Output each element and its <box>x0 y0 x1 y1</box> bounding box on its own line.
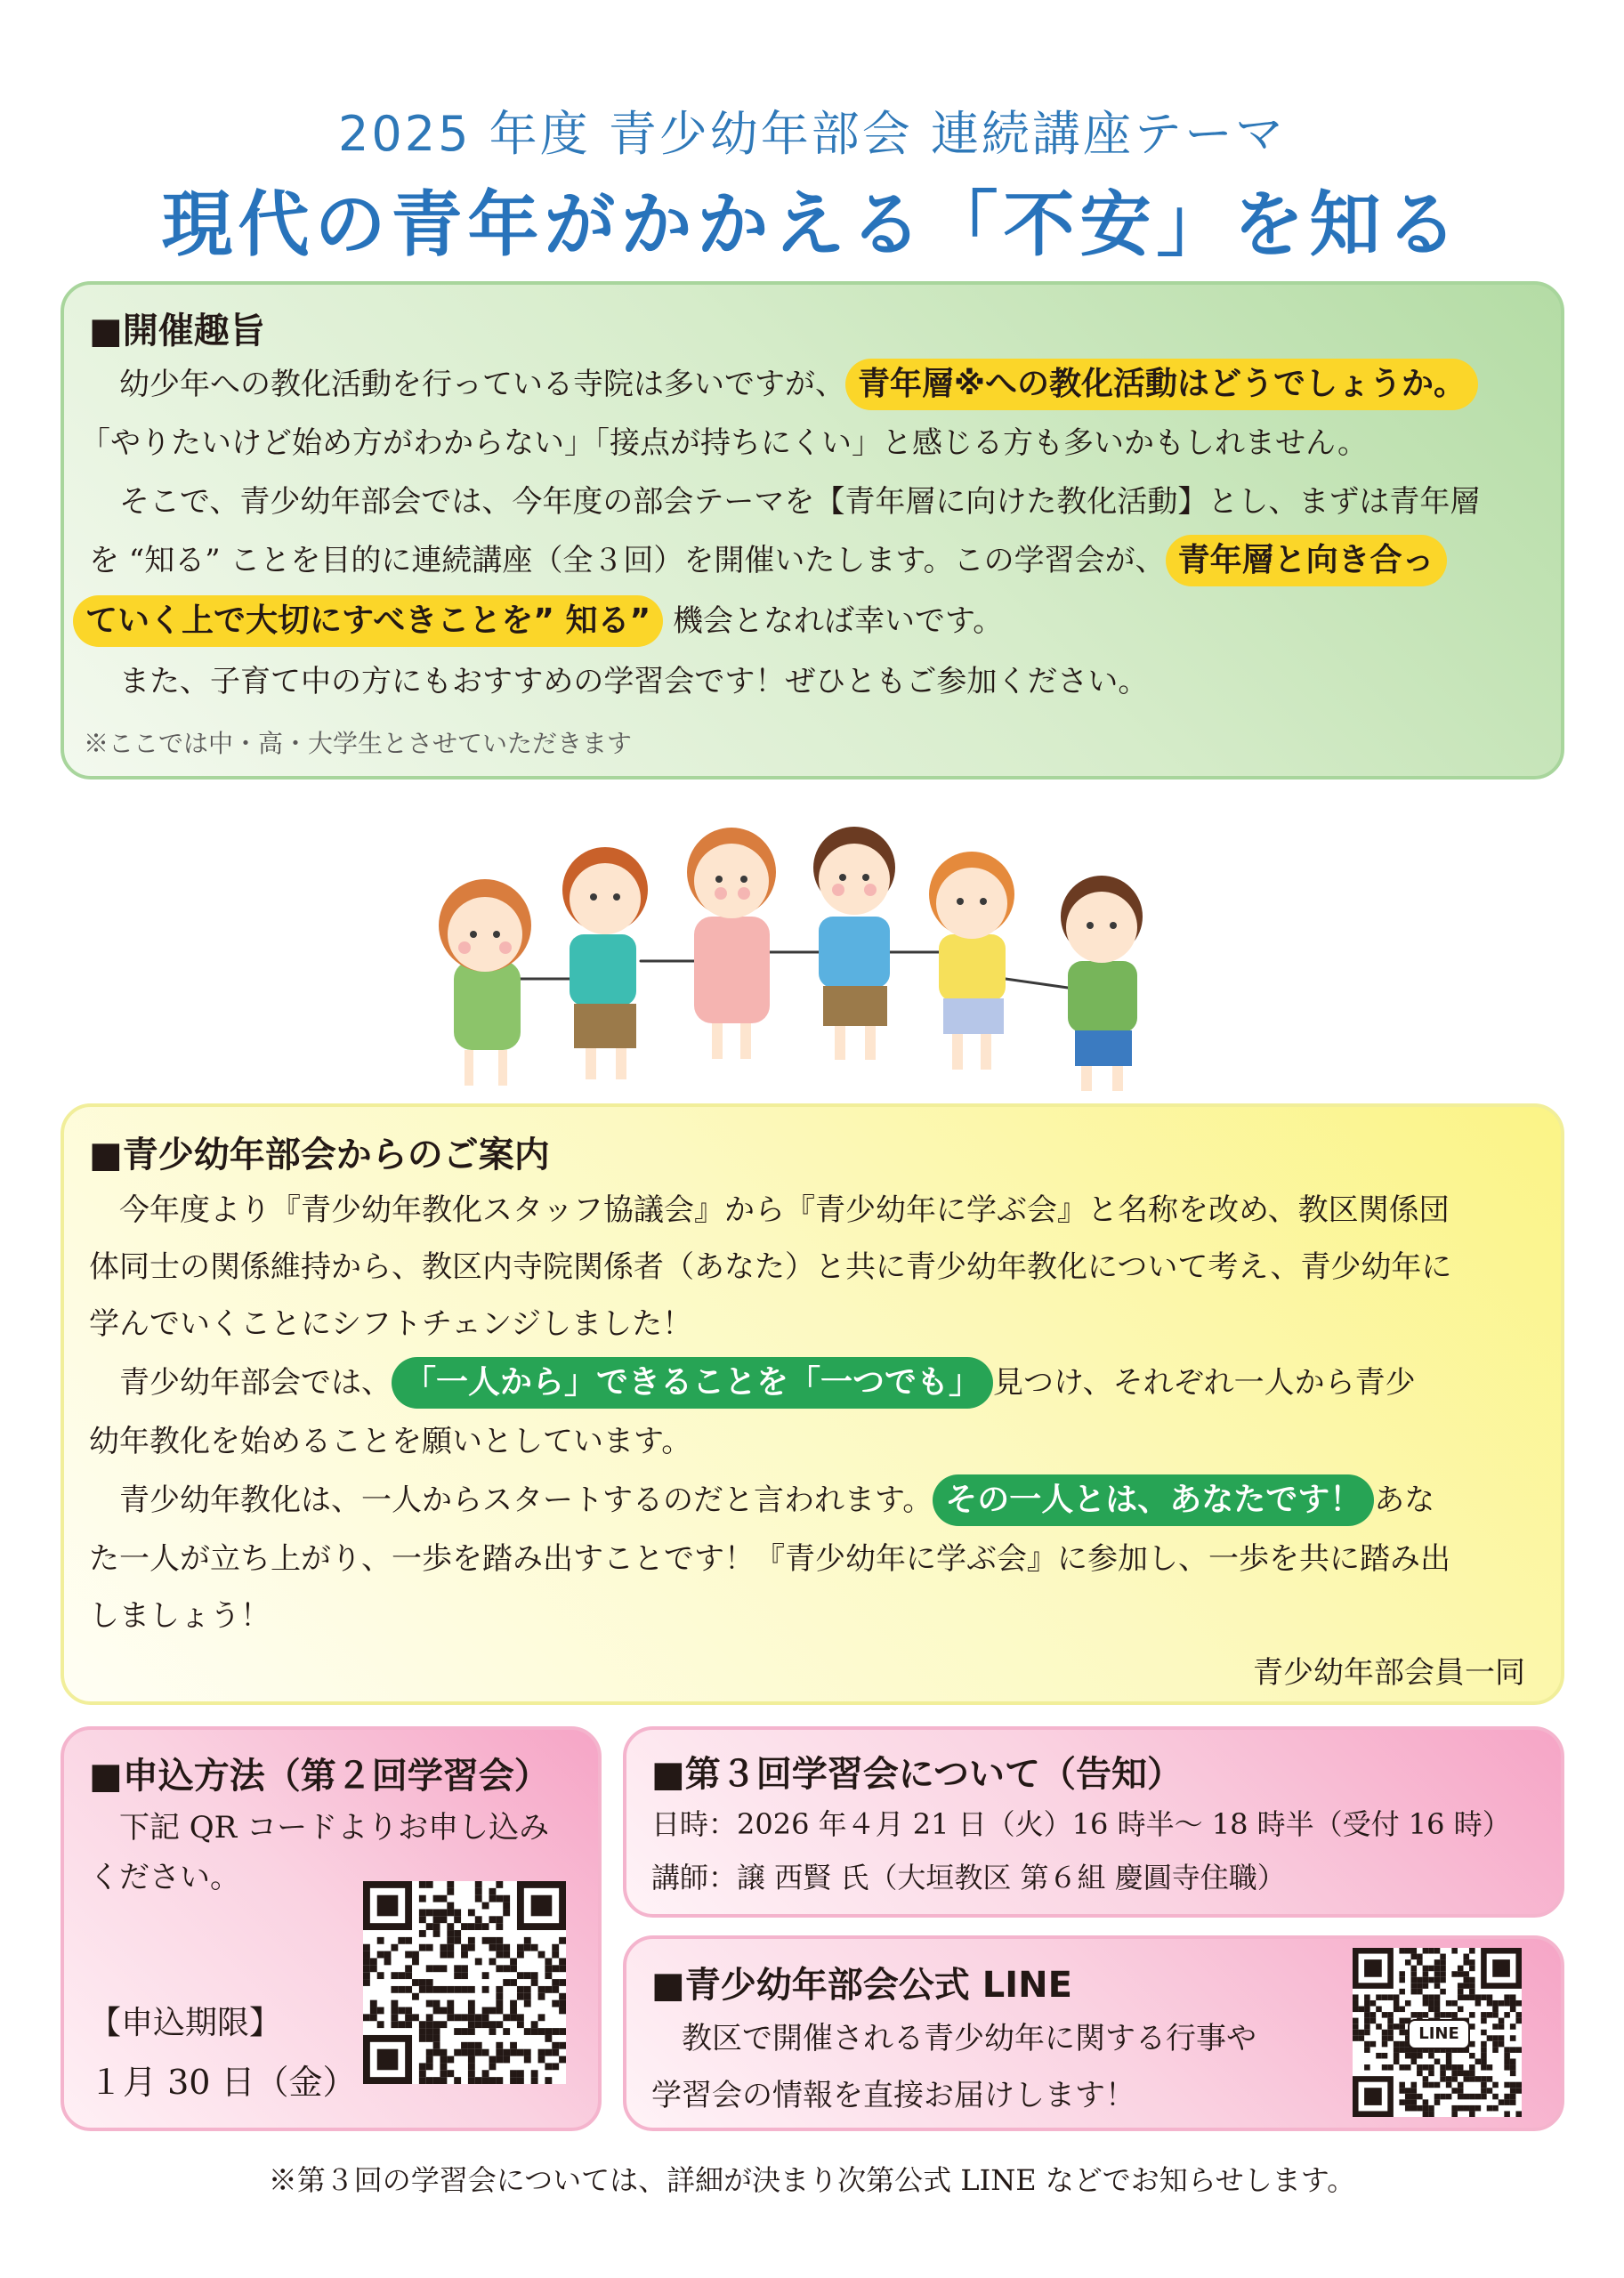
purpose-highlight-2: 青年層と向き合っ <box>1166 535 1447 586</box>
footnote: ※第３回の学習会については、詳細が決まり次第公式 LINE などでお知らせします。 <box>268 2163 1356 2197</box>
apply-qr-code[interactable] <box>363 1881 566 2084</box>
purpose-line-1: 幼少年への教化活動を行っている寺院は多いですが、 青年層※への教化活動はどうでしょうか。 <box>89 358 1478 411</box>
child-6 <box>1061 876 1143 1091</box>
third-session-section <box>623 1726 1564 1918</box>
subtitle: 2025 年度 青少幼年部会 連続講座テーマ <box>338 106 1286 162</box>
guide-signature: 青少幼年部会員一同 <box>1253 1655 1525 1691</box>
purpose-line-4: を “知る” ことを目的に連続講座（全３回）を開催いたします。この学習会が、 青年層と向き合っ <box>89 534 1447 587</box>
children-illustration <box>427 801 1192 1095</box>
third-heading: ■第３回学習会について（告知） <box>651 1754 1183 1795</box>
guide-line-5: 幼年教化を始めることを願いとしています。 <box>89 1424 692 1459</box>
guide-line-4: 青少幼年部会では、 「一人から」できることを「一つでも」 見つけ、それぞれ一人から青少 <box>89 1356 1416 1410</box>
child-5 <box>929 852 1014 1070</box>
apply-heading: ■申込方法（第２回学習会） <box>89 1756 550 1797</box>
guide-highlight-1: 「一人から」できることを「一つでも」 <box>392 1357 993 1409</box>
line-section <box>623 1935 1564 2131</box>
guide-line-3: 学んでいくことにシフトチェンジしました！ <box>89 1306 693 1342</box>
third-lecturer: 講師：譲 西賢 氏（大垣教区 第６組 慶圓寺住職） <box>651 1861 1286 1894</box>
line-text-1: 教区で開催される青少幼年に関する行事や <box>651 2021 1256 2056</box>
child-1 <box>439 879 531 1086</box>
deadline-date: １月 30 日（金） <box>89 2063 357 2102</box>
third-date: 日時：2026 年４月 21 日（火）16 時半～ 18 時半（受付 16 時） <box>651 1807 1511 1841</box>
purpose-section <box>61 281 1564 780</box>
purpose-line-3: そこで、青少幼年部会では、今年度の部会テーマを【青年層に向けた教化活動】とし、まずは青年層 <box>89 484 1481 520</box>
line-text-2: 学習会の情報を直接お届けします！ <box>651 2078 1135 2113</box>
purpose-note: ※ここでは中・高・大学生とさせていただきます <box>84 729 633 758</box>
guide-line-8: しましょう！ <box>89 1598 271 1634</box>
purpose-highlight-3: ていく上で大切にすべきことを” 知る” <box>73 595 663 647</box>
qr-icon <box>363 1881 566 2084</box>
guide-line-1: 今年度より『青少幼年教化スタッフ協議会』から『青少幼年に学ぶ会』と名称を改め、教区関係団 <box>89 1192 1450 1228</box>
apply-line-2: ください。 <box>89 1860 240 1895</box>
child-3 <box>687 828 776 1059</box>
guide-highlight-2: その一人とは、あなたです！ <box>933 1474 1374 1526</box>
guide-line-6: 青少幼年教化は、一人からスタートするのだと言われます。 その一人とは、あなたです！ あな <box>89 1474 1434 1527</box>
purpose-line-5: ていく上で大切にすべきことを” 知る” 機会となれば幸いです。 <box>73 594 1003 648</box>
purpose-heading: ■開催趣旨 <box>89 311 265 351</box>
apply-section <box>61 1726 602 2131</box>
child-2 <box>562 847 648 1079</box>
child-4 <box>813 827 895 1060</box>
line-logo: LINE <box>1408 2019 1470 2049</box>
purpose-line-2: 「やりたいけど始め方がわからない」「接点が持ちにくい」と感じる方も多いかもしれません。 <box>80 425 1369 461</box>
line-heading: ■青少幼年部会公式 LINE <box>651 1965 1072 2006</box>
guide-section <box>61 1103 1564 1705</box>
guide-line-2: 体同士の関係維持から、教区内寺院関係者（あなた）と共に青少幼年教化について考え、青少幼年に <box>89 1249 1452 1285</box>
purpose-highlight-1: 青年層※への教化活動はどうでしょうか。 <box>845 359 1478 410</box>
apply-line-1: 下記 QR コードよりお申し込み <box>89 1810 550 1846</box>
line-qr-code[interactable] <box>1353 1948 1522 2117</box>
purpose-line-6: また、子育て中の方にもおすすめの学習会です！ぜひともご参加ください。 <box>89 664 1149 699</box>
guide-line-7: た一人が立ち上がり、一歩を踏み出すことです！『青少幼年に学ぶ会』に参加し、一歩を共に踏み出 <box>89 1541 1450 1577</box>
guide-heading: ■青少幼年部会からのご案内 <box>89 1135 550 1175</box>
deadline-label: 【申込期限】 <box>89 2005 282 2041</box>
page-title: 現代の青年がかかえる「不安」を知る <box>161 183 1463 266</box>
